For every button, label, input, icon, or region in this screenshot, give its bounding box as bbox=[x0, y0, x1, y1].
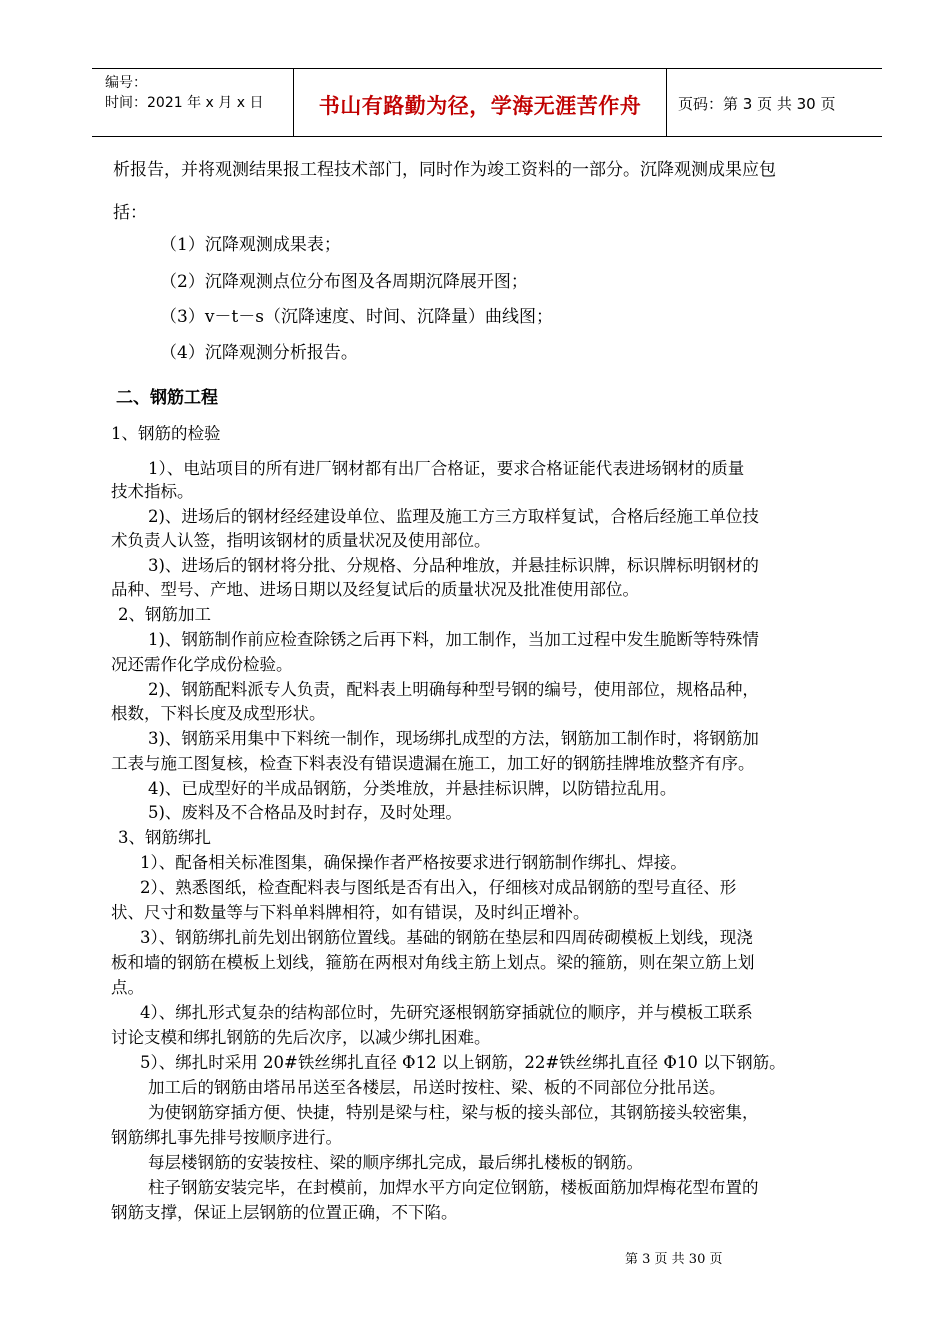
paragraph-line: 1）、电站项目的所有进厂钢材都有出厂合格证，要求合格证能代表进场钢材的质量 bbox=[148, 459, 745, 478]
header-info-cell bbox=[92, 69, 293, 136]
paragraph-line: 钢筋支撑，保证上层钢筋的位置正确，不下陷。 bbox=[111, 1203, 458, 1222]
paragraph-line: 4）、绑扎形式复杂的结构部位时，先研究逐根钢筋穿插就位的顺序，并与模板工联系 bbox=[140, 1003, 753, 1022]
paragraph-line: 每层楼钢筋的安装按柱、梁的顺序绑扎完成，最后绑扎楼板的钢筋。 bbox=[148, 1153, 643, 1172]
document-number-label: 编号： bbox=[105, 75, 147, 91]
paragraph-line: 1）、配备相关标准图集，确保操作者严格按要求进行钢筋制作绑扎、焊接。 bbox=[140, 853, 687, 872]
paragraph-line: 技术指标。 bbox=[111, 482, 194, 501]
paragraph-line: 状、尺寸和数量等与下料单料牌相符，如有错误，及时纠正增补。 bbox=[111, 903, 590, 922]
paragraph-line: 讨论支模和绑扎钢筋的先后次序，以减少绑扎困难。 bbox=[111, 1028, 491, 1047]
subsection-title: 3、钢筋绑扎 bbox=[118, 828, 211, 847]
subsection-title: 2、钢筋加工 bbox=[118, 605, 211, 624]
section-heading: 二、钢筋工程 bbox=[116, 388, 218, 408]
paragraph-line: 4)、已成型好的半成品钢筋，分类堆放，并悬挂标识牌，以防错拉乱用。 bbox=[148, 779, 677, 798]
list-item: （3）v－t－s（沉降速度、时间、沉降量）曲线图； bbox=[160, 307, 553, 327]
paragraph-line: 术负责人认签，指明该钢材的质量状况及使用部位。 bbox=[111, 531, 491, 550]
paragraph-line: 加工后的钢筋由塔吊吊送至各楼层，吊送时按柱、梁、板的不同部位分批吊送。 bbox=[148, 1078, 726, 1097]
paragraph-line: 析报告，并将观测结果报工程技术部门，同时作为竣工资料的一部分。沉降观测成果应包 bbox=[113, 160, 776, 180]
header-motto-cell bbox=[293, 69, 667, 136]
paragraph-line: 柱子钢筋安装完毕，在封模前，加焊水平方向定位钢筋，楼板面筋加焊梅花型布置的 bbox=[148, 1178, 759, 1197]
header-page-number: 页码：第 3 页 共 30 页 bbox=[678, 95, 836, 113]
page-footer: 第 3 页 共 30 页 bbox=[625, 1252, 723, 1267]
page-header bbox=[92, 68, 882, 137]
paragraph-line: 点。 bbox=[111, 978, 144, 997]
paragraph-line: 2）、熟悉图纸，检查配料表与图纸是否有出入，仔细核对成品钢筋的型号直径、形 bbox=[140, 878, 737, 897]
header-page-cell bbox=[667, 69, 882, 136]
header-motto: 书山有路勤为径，学海无涯苦作舟 bbox=[318, 94, 642, 118]
paragraph-line: 板和墙的钢筋在模板上划线，箍筋在两根对角线主筋上划点。梁的箍筋，则在架立筋上划 bbox=[111, 953, 755, 972]
paragraph-line: 工表与施工图复核，检查下料表没有错误遗漏在施工，加工好的钢筋挂牌堆放整齐有序。 bbox=[111, 754, 755, 773]
paragraph-line: 品种、型号、产地、进场日期以及经复试后的质量状况及批准使用部位。 bbox=[111, 580, 639, 599]
list-item: （1）沉降观测成果表； bbox=[160, 235, 341, 255]
paragraph-line: 1)、钢筋制作前应检查除锈之后再下料，加工制作，当加工过程中发生脆断等特殊情 bbox=[148, 630, 759, 649]
list-item: （2）沉降观测点位分布图及各周期沉降展开图； bbox=[160, 272, 528, 292]
paragraph-line: 5）、绑扎时采用 20#铁丝绑扎直径 Φ12 以上钢筋，22#铁丝绑扎直径 Φ10 以下钢筋。 bbox=[140, 1053, 786, 1072]
paragraph-line: 况还需作化学成份检验。 bbox=[111, 655, 293, 674]
paragraph-line: 5)、废料及不合格品及时封存，及时处理。 bbox=[148, 803, 462, 822]
paragraph-line: 2)、钢筋配料派专人负责，配料表上明确每种型号钢的编号，使用部位，规格品种， bbox=[148, 680, 759, 699]
list-item: （4）沉降观测分析报告。 bbox=[160, 343, 358, 363]
paragraph-line: 括： bbox=[113, 203, 147, 223]
subsection-title: 1、钢筋的检验 bbox=[111, 424, 221, 443]
document-time-label: 时间：2021 年 x 月 x 日 bbox=[105, 95, 264, 111]
paragraph-line: 3)、进场后的钢材将分批、分规格、分品种堆放，并悬挂标识牌，标识牌标明钢材的 bbox=[148, 556, 759, 575]
paragraph-line: 根数，下料长度及成型形状。 bbox=[111, 704, 326, 723]
paragraph-line: 钢筋绑扎事先排号按顺序进行。 bbox=[111, 1128, 342, 1147]
paragraph-line: 2)、进场后的钢材经经建设单位、监理及施工方三方取样复试，合格后经施工单位技 bbox=[148, 507, 759, 526]
paragraph-line: 3）、钢筋绑扎前先划出钢筋位置线。基础的钢筋在垫层和四周砖砌模板上划线，现浇 bbox=[140, 928, 753, 947]
paragraph-line: 3)、钢筋采用集中下料统一制作，现场绑扎成型的方法，钢筋加工制作时，将钢筋加 bbox=[148, 729, 759, 748]
paragraph-line: 为使钢筋穿插方便、快捷，特别是梁与柱，梁与板的接头部位，其钢筋接头较密集， bbox=[148, 1103, 759, 1122]
